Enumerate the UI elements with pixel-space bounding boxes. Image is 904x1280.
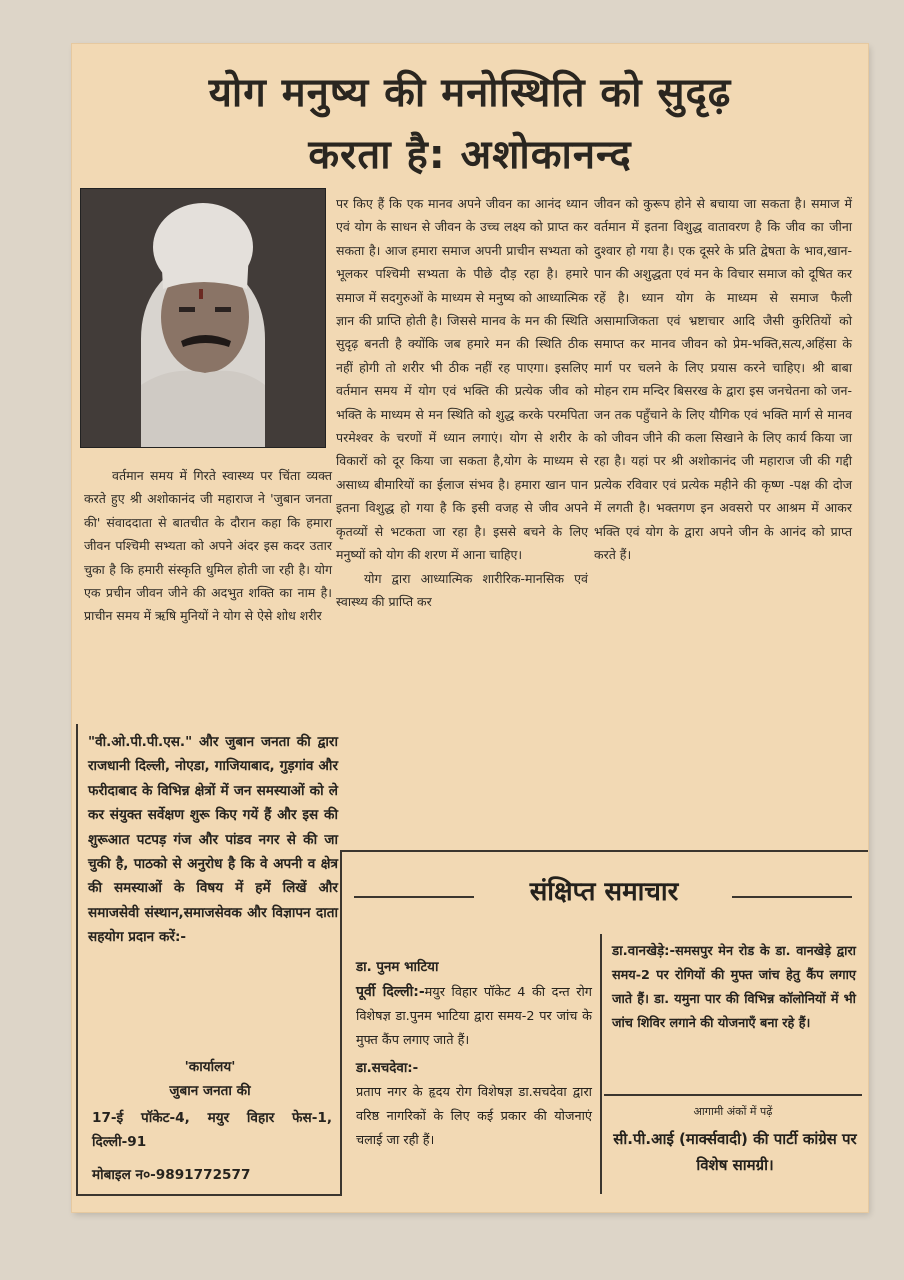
office-mobile: मोबाइल न०-9891772577 [92, 1167, 251, 1183]
article-col2-text-b: योग द्वारा आध्यात्मिक शारीरिक-मानसिक एवं स्वास्थ्य की प्राप्ति कर [336, 570, 588, 609]
briefs-rule-right [732, 896, 852, 898]
upcoming-box [604, 1094, 862, 1196]
notice-box [76, 724, 342, 1196]
article-column-3 [594, 192, 852, 567]
brief-1-name: डा. पुनम भाटिया [356, 960, 439, 975]
upcoming-label: आगामी अंकों में पढ़ें [693, 1105, 773, 1118]
article-col1-text: वर्तमान समय में गिरते स्वास्थ्य पर चिंता व्यक्त करते हुए श्री अशोकानंद जी महाराज ने 'जुबान जनता की' संवाददाता से बातचीत के दौरान कहा कि हमारा जीवन पश्चिमी सभ्यता को अपने अंदर इस कदर उतार चुका है कि हमारी संस्कृति धुमिल होती जा रही है। योग एक प्रचीन जीवन जीने की अदभुत शक्ति का नाम है। प्राचीन समय में ऋषि मुनियों ने योग से ऐसे शोध शरीर [84, 468, 332, 624]
brief-3-name: डा.वानखेड़े:- [612, 944, 676, 959]
divider-middle [600, 934, 602, 1194]
headline-line-1: योग मनुष्य की मनोस्थिति को सुदृढ़ [208, 70, 732, 116]
brief-item-3 [612, 940, 856, 1036]
office-label: 'कार्यालय' [184, 1059, 236, 1075]
office-name: जुबान जनता की [169, 1083, 251, 1099]
brief-1-body [356, 980, 592, 1053]
brief-3-text: समसपुर मेन रोड के डा. वानखेड़े द्वारा समय-2 पर रोगियों की मुफ्त जांच हेतु कैंप लगाए जाते हैं। डा. यमुना पार की विभिन्न कॉलोनियों में भी जांच शिविर लगाने की योजनाएँ बना रहे हैं। [612, 944, 856, 1031]
headline [72, 62, 868, 186]
briefs-header [340, 850, 868, 942]
office-address: 17-ई पॉकेट-4, मयुर विहार फेस-1, दिल्ली-91 [92, 1110, 332, 1150]
portrait-photo [80, 188, 326, 448]
article-column-2 [336, 192, 588, 613]
portrait-illustration [81, 189, 325, 447]
brief-2-text: प्रताप नगर के हृदय रोग विशेषज्ञ डा.सचदेवा द्वारा वरिष्ठ नागरिकों के लिए कई प्रकार की योजनाएं चलाई जा रही हैं। [356, 1085, 592, 1148]
article-col3-text: जीवन को कुरूप होने से बचाया जा सकता है। समाज में वर्तमान में इतना विशुद्ध वातावरण है कि जीव का जीना दुश्वार हो गया है। एक दूसरे के प्रति द्वेषता के भाव,खान-पान की अशुद्धता एवं मन के विचार समाज को दूषित कर रहें है। ध्यान योग के माध्यम से समाज फैली असामाजिकता एवं भ्रष्टाचार आदि जैसी कुरितियों को समाप्त कर मानव जीवन को प्रेम-भक्ति,सत्य,अहिंसा के मार्ग पर चलने के लिए प्रयास करने चाहिए। श्री बाबा मोहन राम मन्दिर बिसरख के द्वारा इस जनचेतना को जन-जन तक पहुँचाने के लिए यौगिक एवं भक्ति मार्ग से मानव को जीवन जीने की कला सिखाने के लिए कार्य किया जा रहा है। यहां पर श्री अशोकानंद जी महाराज जी की गद्दी प्रत्येक रविवार एवं प्रत्येक महीने की कृष्ण -पक्ष की दोज में लगती है। भक्तगण इन अवसरो पर आश्रम में आकर भक्ति एवं योग के द्वारा अपने जीन के आनंद को प्राप्त करते हैं। [594, 196, 852, 563]
newspaper-clipping [72, 44, 868, 1212]
brief-1-text: मयुर विहार पॉकेट 4 की दन्त रोग विशेषज्ञ डा.पुनम भाटिया द्वारा समय-2 पर जांच के मुफ्त कैंप लगाए जाते हैं। [356, 985, 593, 1048]
headline-line-2: करता है: अशोकानन्द [308, 132, 632, 178]
brief-1-place: पूर्वी दिल्ली:- [356, 984, 425, 1000]
briefs-title: संक्षिप्त समाचार [529, 877, 679, 907]
notice-text: "वी.ओ.पी.पी.एस." और जुबान जनता की द्वारा राजधानी दिल्ली, नोएडा, गाजियाबाद, गुड़गांव और फरीदाबाद के विभिन्न क्षेत्रों में जन समस्याओं को ले कर संयुक्त सर्वेक्षण शुरू किए गयें हैं और इस की शुरूआत पटपड़ गंज और पांडव नगर से की जा चुकी है, पाठको से अनुरोध है कि वे अपनी व क्षेत्र की समस्याओं के विषय में हमें लिखें और समाजसेवी संस्थान,समाजसेवक और विज्ञापन दाता सहयोग प्रदान करें:- [88, 734, 338, 946]
brief-2-name: डा.सचदेवा:- [356, 1061, 419, 1076]
brief-item-1 [356, 956, 592, 1153]
upcoming-text: सी.पी.आई (मार्क्सवादी) की पार्टी कांग्रेस पर विशेष सामग्री। [613, 1130, 857, 1174]
article-col2-text: पर किए हैं कि एक मानव अपने जीवन का आनंद ध्यान एवं योग के साधन से जीवन के उच्च लक्ष्य को प्राप्त कर सकता है। आज हमारा समाज अपनी प्राचीन सभ्यता को भूलकर पश्चिमी सभ्यता के पीछे दौड़ रहा है। हमारे समाज में सदगुरुओं के माध्यम से मनुष्य को आध्यात्मिक ज्ञान की प्राप्ति होती है। जिससे मानव के मन की स्थिति सुदृढ़ बनती है क्योंकि जब हमारे मन की स्थिति ठीक नहीं होगी तो शरीर भी ठीक नहीं रह पाएगा। इसलिए वर्तमान समय में योग एवं भक्ति की प्रत्येक जीव को भक्ति के माध्यम से मन स्थिति को शुद्ध करके परमपिता परमेश्वर के चरणों में ध्यान लगाएं। योग से शरीर के विकारों को दूर किया जा सकता है,योग के माध्यम से असाध्य बीमारियों का ईलाज संभव है। हमारा खान पान इतना विशुद्ध हो गया है कि इसी वजह से जीव अपने कृतव्यों से भटकता जा रहा है। इससे बचने के लिए मनुष्यों को योग की शरण में आना चाहिए। [336, 196, 588, 563]
article-column-1 [84, 464, 332, 628]
